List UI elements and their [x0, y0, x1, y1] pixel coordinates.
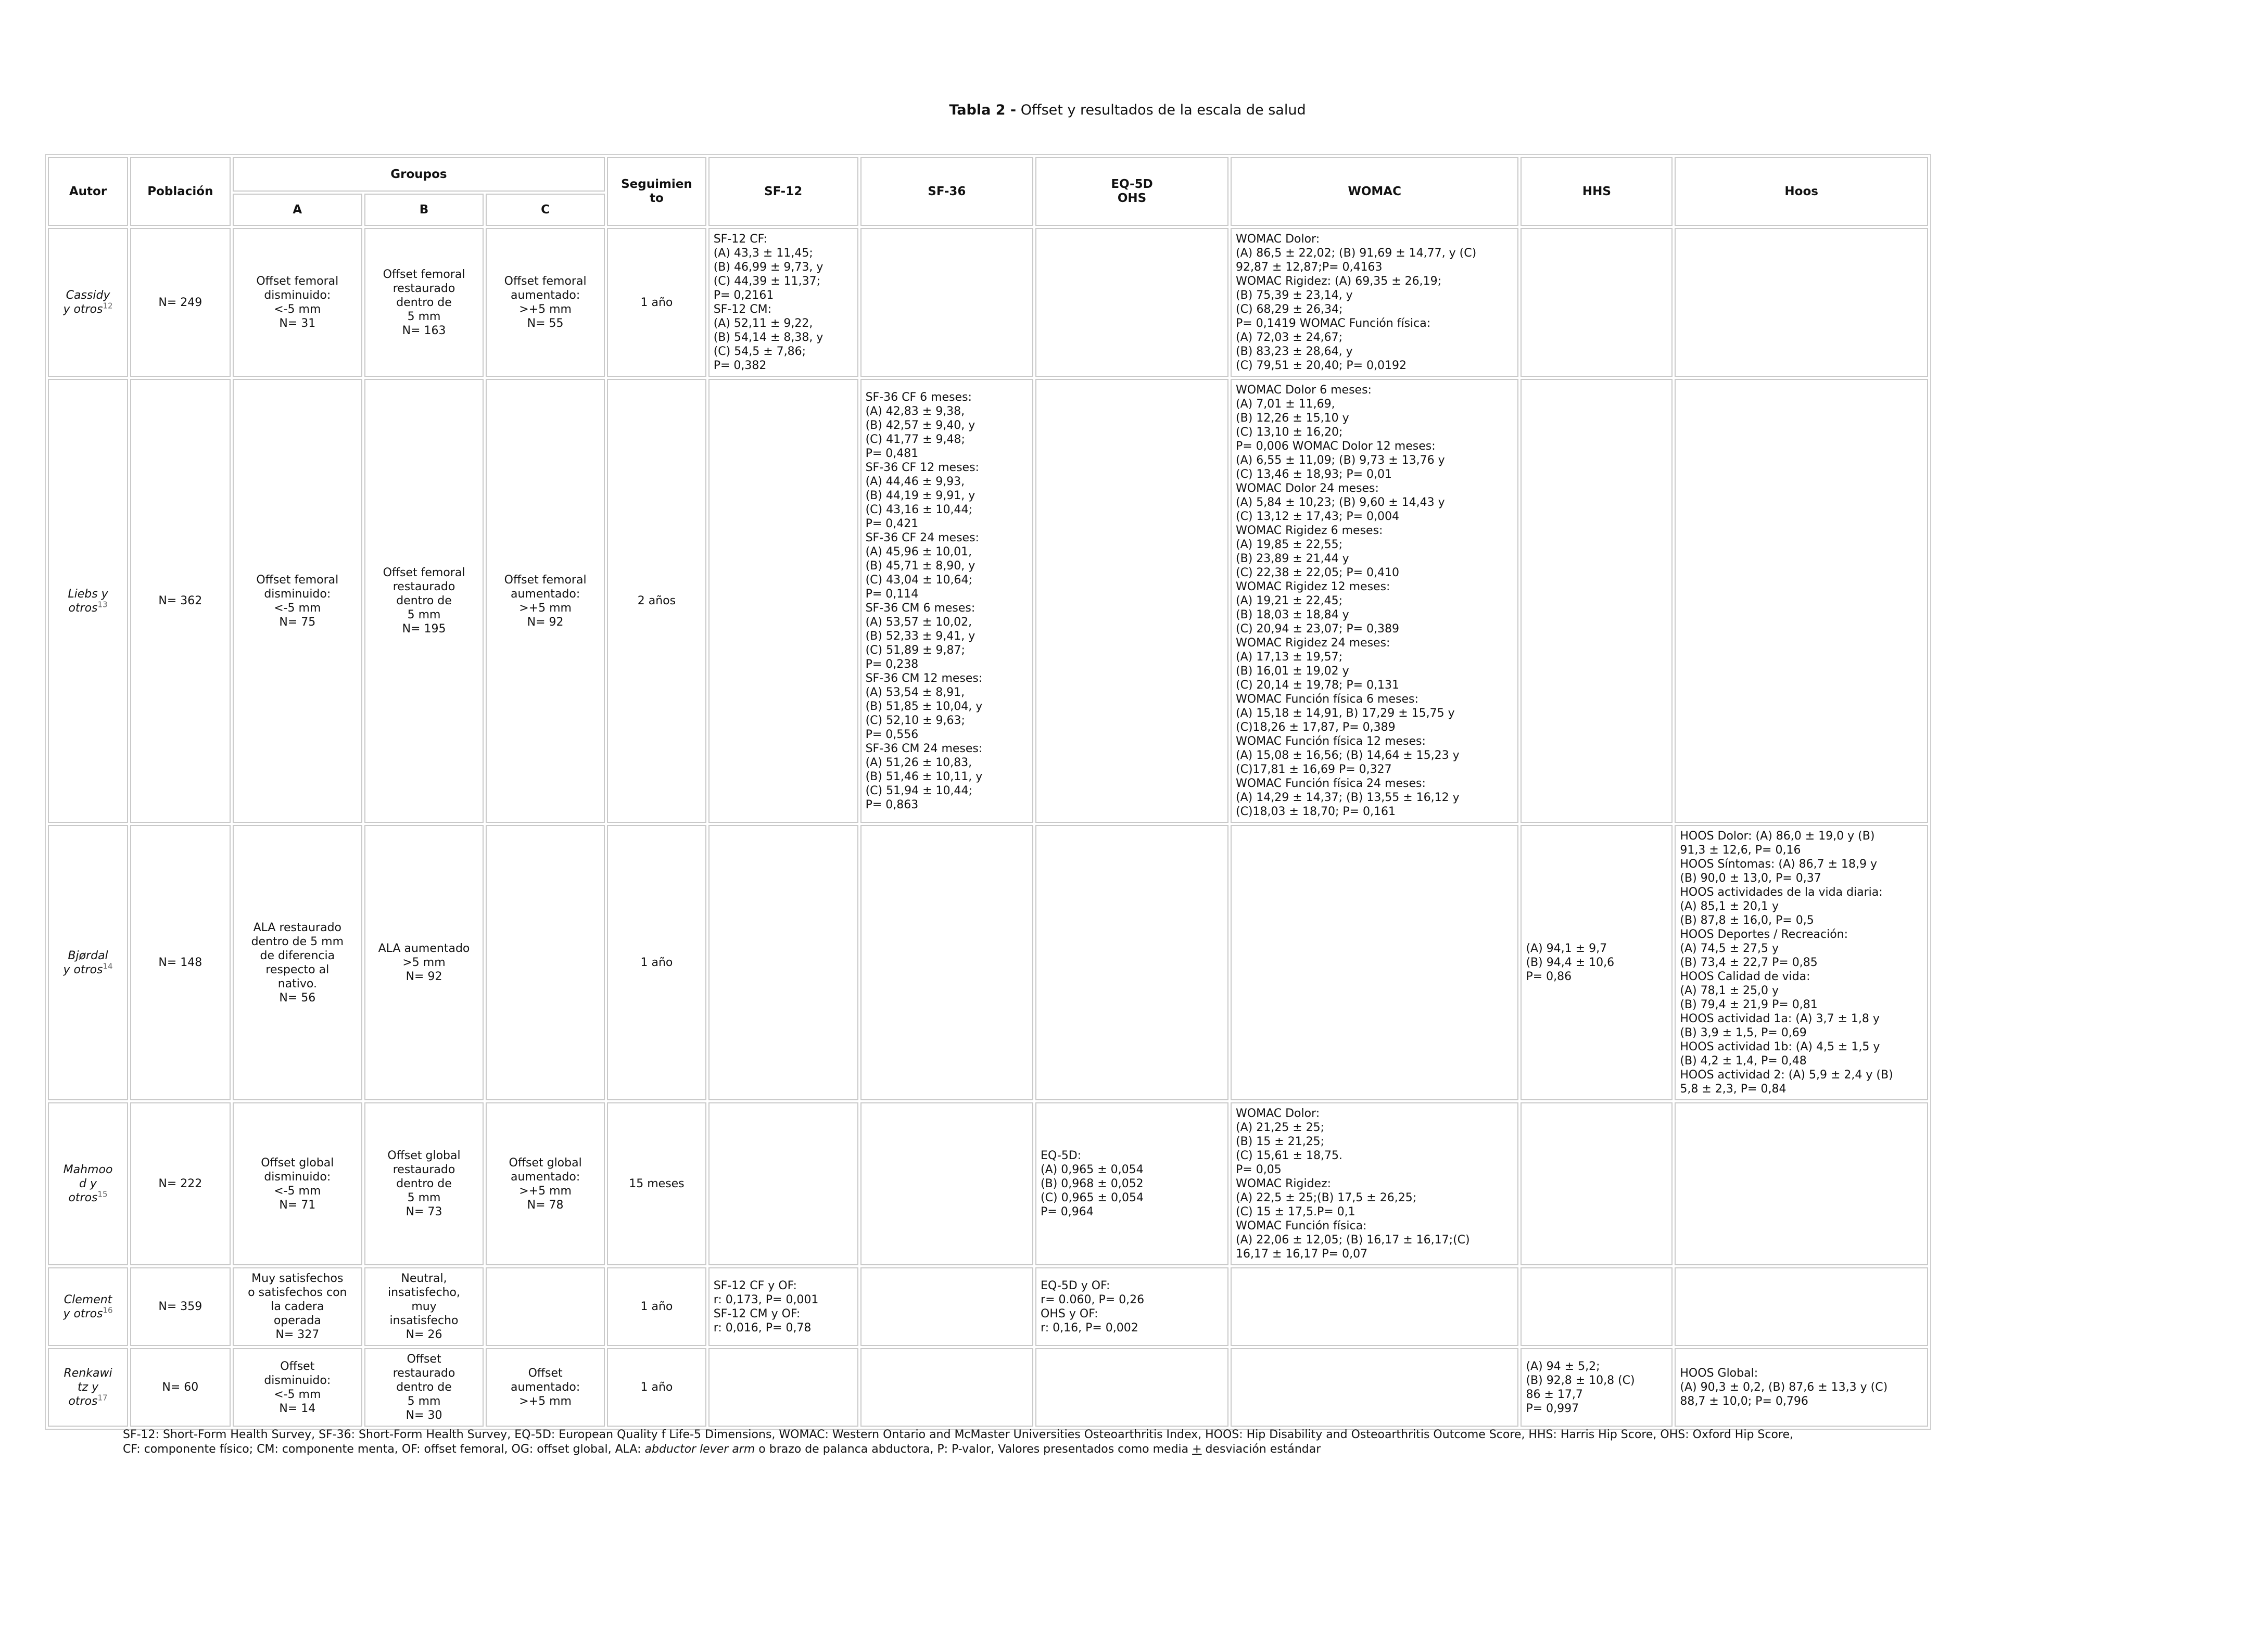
womac-cell	[1231, 825, 1518, 1100]
followup-cell: 2 años	[607, 379, 706, 823]
group-a-cell: Offset femoral disminuido: <-5 mm N= 31	[233, 228, 362, 377]
group-a-cell: ALA restaurado dentro de 5 mm de diferencia respecto al nativo. N= 56	[233, 825, 362, 1100]
group-c-cell	[486, 1267, 605, 1346]
followup-cell: 1 año	[607, 1348, 706, 1427]
eq5d-cell	[1035, 228, 1228, 377]
table-caption-text: Offset y resultados de la escala de salud	[1016, 102, 1306, 118]
eq5d-cell	[1035, 379, 1228, 823]
group-a-cell: Muy satisfechos o satisfechos con la cadera operada N= 327	[233, 1267, 362, 1346]
group-b-cell: Offset restaurado dentro de 5 mm N= 30	[364, 1348, 484, 1427]
followup-cell: 1 año	[607, 228, 706, 377]
header-groupos: Groupos	[233, 157, 605, 192]
hhs-cell: (A) 94,1 ± 9,7 (B) 94,4 ± 10,6 P= 0,86	[1521, 825, 1673, 1100]
table-caption-label: Tabla 2 -	[949, 102, 1017, 118]
table-row	[48, 228, 1928, 377]
population-cell: N= 362	[130, 379, 231, 823]
hhs-cell	[1521, 228, 1673, 377]
sf36-cell	[860, 825, 1033, 1100]
population-cell: N= 249	[130, 228, 231, 377]
author-cell	[48, 1102, 128, 1265]
table-row	[48, 1267, 1928, 1346]
author-name: Mahmoo d y otros	[63, 1163, 113, 1204]
author-cell	[48, 228, 128, 377]
author-cell	[48, 1348, 128, 1427]
header-sf12: SF-12	[708, 157, 858, 226]
sf36-cell	[860, 1348, 1033, 1427]
eq5d-cell: EQ-5D: (A) 0,965 ± 0,054 (B) 0,968 ± 0,052 (C) 0,965 ± 0,054 P= 0,964	[1035, 1102, 1228, 1265]
group-a-cell: Offset disminuido: <-5 mm N= 14	[233, 1348, 362, 1427]
womac-cell	[1231, 1267, 1518, 1346]
author-cell	[48, 1267, 128, 1346]
header-group-b: B	[364, 194, 484, 226]
header-hhs: HHS	[1521, 157, 1673, 226]
group-b-cell: ALA aumentado >5 mm N= 92	[364, 825, 484, 1100]
hhs-cell	[1521, 379, 1673, 823]
eq5d-cell	[1035, 1348, 1228, 1427]
group-c-cell: Offset aumentado: >+5 mm	[486, 1348, 605, 1427]
hoos-cell: HOOS Dolor: (A) 86,0 ± 19,0 y (B) 91,3 ± 12,6, P= 0,16 HOOS Síntomas: (A) 86,7 ± 18,9 y (B) 90,0 ± 13,0, P= 0,37 HOOS actividades de la vida diaria: (A) 85,1 ± 20,1 y (B) 87,8 ± 16,0, P= 0,5 HOOS Deportes / Recreación: (A) 74,5 ± 27,5 y (B) 73,4 ± 22,7 P= 0,85 HOOS Calidad de vida: (A) 78,1 ± 25,0 y (B) 79,4 ± 21,9 P= 0,81 HOOS actividad 1a: (A) 3,7 ± 1,8 y (B) 3,9 ± 1,5, P= 0,69 HOOS actividad 1b: (A) 4,5 ± 1,5 y (B) 4,2 ± 1,4, P= 0,48 HOOS actividad 2: (A) 5,9 ± 2,4 y (B) 5,8 ± 2,3, P= 0,84	[1675, 825, 1928, 1100]
hhs-cell	[1521, 1267, 1673, 1346]
header-autor: Autor	[48, 157, 128, 226]
sf12-cell	[708, 1102, 858, 1265]
author-reference: 17	[97, 1393, 108, 1403]
table-row	[48, 1102, 1928, 1265]
group-c-cell: Offset global aumentado: >+5 mm N= 78	[486, 1102, 605, 1265]
womac-cell: WOMAC Dolor: (A) 86,5 ± 22,02; (B) 91,69 ± 14,77, y (C) 92,87 ± 12,87;P= 0,4163 WOMAC Rigidez: (A) 69,35 ± 26,19; (B) 75,39 ± 23,14, y (C) 68,29 ± 26,34; P= 0,1419 WOMAC Función física: (A) 72,03 ± 24,67; (B) 83,23 ± 28,64, y (C) 79,51 ± 20,40; P= 0,0192	[1231, 228, 1518, 377]
sf36-cell: SF-36 CF 6 meses: (A) 42,83 ± 9,38, (B) 42,57 ± 9,40, y (C) 41,77 ± 9,48; P= 0,481 SF-36 CF 12 meses: (A) 44,46 ± 9,93, (B) 44,19 ± 9,91, y (C) 43,16 ± 10,44; P= 0,421 SF-36 CF 24 meses: (A) 45,96 ± 10,01, (B) 45,71 ± 8,90, y (C) 43,04 ± 10,64; P= 0,114 SF-36 CM 6 meses: (A) 53,57 ± 10,02, (B) 52,33 ± 9,41, y (C) 51,89 ± 9,87; P= 0,238 SF-36 CM 12 meses: (A) 53,54 ± 8,91, (B) 51,85 ± 10,04, y (C) 52,10 ± 9,63; P= 0,556 SF-36 CM 24 meses: (A) 51,26 ± 10,83, (B) 51,46 ± 10,11, y (C) 51,94 ± 10,44; P= 0,863	[860, 379, 1033, 823]
header-seguimiento: Seguimien to	[607, 157, 706, 226]
author-name: Cassidy y otros	[63, 289, 110, 316]
table-row	[48, 825, 1928, 1100]
sf12-cell: SF-12 CF y OF: r: 0,173, P= 0,001 SF-12 CM y OF: r: 0,016, P= 0,78	[708, 1267, 858, 1346]
author-reference: 16	[103, 1305, 113, 1315]
group-c-cell	[486, 825, 605, 1100]
sf12-cell	[708, 379, 858, 823]
group-b-cell: Offset global restaurado dentro de 5 mm N= 73	[364, 1102, 484, 1265]
hoos-cell	[1675, 1267, 1928, 1346]
sf12-cell	[708, 1348, 858, 1427]
group-b-cell: Neutral, insatisfecho, muy insatisfecho N= 26	[364, 1267, 484, 1346]
group-a-cell: Offset femoral disminuido: <-5 mm N= 75	[233, 379, 362, 823]
author-name: Bjørdal y otros	[63, 949, 108, 976]
population-cell: N= 359	[130, 1267, 231, 1346]
hoos-cell	[1675, 228, 1928, 377]
header-sf36: SF-36	[860, 157, 1033, 226]
sf36-cell	[860, 228, 1033, 377]
hhs-cell	[1521, 1102, 1673, 1265]
header-poblacion: Población	[130, 157, 231, 226]
table-footnote	[123, 1428, 1997, 1457]
population-cell: N= 148	[130, 825, 231, 1100]
womac-cell	[1231, 1348, 1518, 1427]
sf36-cell	[860, 1267, 1033, 1346]
table-row	[48, 1348, 1928, 1427]
group-c-cell: Offset femoral aumentado: >+5 mm N= 92	[486, 379, 605, 823]
author-reference: 14	[103, 961, 113, 971]
author-name: Renkawi tz y otros	[64, 1367, 112, 1408]
footnote-line-1: SF-12: Short-Form Health Survey, SF-36: Short-Form Health Survey, EQ-5D: European Quality f Life-5 Dimensions, WOMAC: Western Ontario and McMaster Universities Osteoarthritis Index, HOOS: Hip Disability and Osteoarthritis Outcome Score, HHS: Harris Hip Score, OHS: Oxford Hip Score,	[123, 1428, 1794, 1441]
header-hoos: Hoos	[1675, 157, 1928, 226]
sf36-cell	[860, 1102, 1033, 1265]
author-name: Liebs y otros	[68, 587, 108, 615]
table-caption	[0, 102, 2255, 118]
eq5d-cell: EQ-5D y OF: r= 0.060, P= 0,26 OHS y OF: r: 0,16, P= 0,002	[1035, 1267, 1228, 1346]
group-a-cell: Offset global disminuido: <-5 mm N= 71	[233, 1102, 362, 1265]
hhs-cell: (A) 94 ± 5,2; (B) 92,8 ± 10,8 (C) 86 ± 17,7 P= 0,997	[1521, 1348, 1673, 1427]
followup-cell: 1 año	[607, 825, 706, 1100]
group-b-cell: Offset femoral restaurado dentro de 5 mm N= 195	[364, 379, 484, 823]
hoos-cell: HOOS Global: (A) 90,3 ± 0,2, (B) 87,6 ± 13,3 y (C) 88,7 ± 10,0; P= 0,796	[1675, 1348, 1928, 1427]
header-group-a: A	[233, 194, 362, 226]
womac-cell: WOMAC Dolor: (A) 21,25 ± 25; (B) 15 ± 21,25; (C) 15,61 ± 18,75. P= 0,05 WOMAC Rigidez: (A) 22,5 ± 25;(B) 17,5 ± 26,25; (C) 15 ± 17,5.P= 0,1 WOMAC Función física: (A) 22,06 ± 12,05; (B) 16,17 ± 16,17;(C) 16,17 ± 16,17 P= 0,07	[1231, 1102, 1518, 1265]
population-cell: N= 60	[130, 1348, 231, 1427]
hoos-cell	[1675, 1102, 1928, 1265]
header-eq5d-ohs: EQ-5D OHS	[1035, 157, 1228, 226]
group-b-cell: Offset femoral restaurado dentro de 5 mm N= 163	[364, 228, 484, 377]
author-cell	[48, 379, 128, 823]
population-cell: N= 222	[130, 1102, 231, 1265]
hoos-cell	[1675, 379, 1928, 823]
header-group-c: C	[486, 194, 605, 226]
author-name: Clement y otros	[63, 1293, 112, 1320]
sf12-cell: SF-12 CF: (A) 43,3 ± 11,45; (B) 46,99 ± 9,73, y (C) 44,39 ± 11,37; P= 0,2161 SF-12 CM: (A) 52,11 ± 9,22, (B) 54,14 ± 8,38, y (C) 54,5 ± 7,86; P= 0,382	[708, 228, 858, 377]
eq5d-cell	[1035, 825, 1228, 1100]
followup-cell: 1 año	[607, 1267, 706, 1346]
author-reference: 13	[97, 600, 108, 609]
author-reference: 12	[103, 301, 113, 311]
followup-cell: 15 meses	[607, 1102, 706, 1265]
author-reference: 15	[97, 1189, 108, 1199]
header-womac: WOMAC	[1231, 157, 1518, 226]
footnote-line-2: CF: componente físico; CM: componente menta, OF: offset femoral, OG: offset global, ALA: abductor lever arm o brazo de palanca abductora, P: P-valor, Valores presentados como media + desviación estándar	[123, 1443, 1321, 1456]
author-cell	[48, 825, 128, 1100]
sf12-cell	[708, 825, 858, 1100]
womac-cell: WOMAC Dolor 6 meses: (A) 7,01 ± 11,69, (B) 12,26 ± 15,10 y (C) 13,10 ± 16,20; P= 0,006 WOMAC Dolor 12 meses: (A) 6,55 ± 11,09; (B) 9,73 ± 13,76 y (C) 13,46 ± 18,93; P= 0,01 WOMAC Dolor 24 meses: (A) 5,84 ± 10,23; (B) 9,60 ± 14,43 y (C) 13,12 ± 17,43; P= 0,004 WOMAC Rigidez 6 meses: (A) 19,85 ± 22,55; (B) 23,89 ± 21,44 y (C) 22,38 ± 22,05; P= 0,410 WOMAC Rigidez 12 meses: (A) 19,21 ± 22,45; (B) 18,03 ± 18,84 y (C) 20,94 ± 23,07; P= 0,389 WOMAC Rigidez 24 meses: (A) 17,13 ± 19,57; (B) 16,01 ± 19,02 y (C) 20,14 ± 19,78; P= 0,131 WOMAC Función física 6 meses: (A) 15,18 ± 14,91, B) 17,29 ± 15,75 y (C)18,26 ± 17,87, P= 0,389 WOMAC Función física 12 meses: (A) 15,08 ± 16,56; (B) 14,64 ± 15,23 y (C)17,81 ± 16,69 P= 0,327 WOMAC Función física 24 meses: (A) 14,29 ± 14,37; (B) 13,55 ± 16,12 y (C)18,03 ± 18,70; P= 0,161	[1231, 379, 1518, 823]
group-c-cell: Offset femoral aumentado: >+5 mm N= 55	[486, 228, 605, 377]
results-table	[45, 154, 1931, 1430]
table-row	[48, 379, 1928, 823]
